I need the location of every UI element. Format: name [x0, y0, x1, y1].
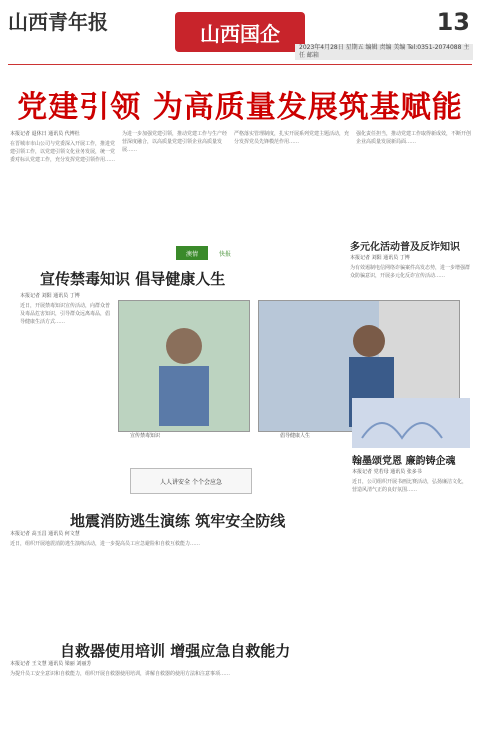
article2-headline: 宣传禁毒知识 倡导健康人生 [40, 270, 226, 288]
main-headline: 党建引领 为高质量发展筑基赋能 [17, 90, 463, 125]
safety-headline: 地震消防逃生演练 筑牢安全防线 [70, 512, 286, 530]
training-text: 为提升员工安全意识和自救能力，组织开展自救器使用培训，讲解自救器的使用方法和注意事项…… [10, 671, 231, 677]
art-tile-text: 近日，公司组织开展书画比赛活动，弘扬廉洁文化，营造风清气正的良好氛围…… [352, 479, 468, 493]
training-headline: 自救器使用培训 增强应急自救能力 [60, 642, 291, 660]
photo-left-image [119, 301, 249, 431]
masthead-logo: 山西青年报 [8, 10, 108, 34]
training-byline: 本报记者 王文慧 通讯员 梁丽 刘丽芳 [10, 661, 92, 667]
article2-byline: 本报记者 刘阳 通讯员 丁博 [20, 293, 80, 299]
photo-left [118, 300, 250, 432]
section-banner: 山西国企 [175, 12, 305, 52]
masthead-rule [8, 64, 472, 65]
article1-col1: 在晋城市市山公司与党委深入开展工作，推进党建引领工作，以党建引领文化业务发展，统一党委对标认党建工作，充分发挥党建引领作用…… [10, 141, 116, 163]
article2-text: 近日，开展禁毒知识宣传活动，向群众普及毒品危害知识，引导群众远离毒品，倡导健康生活方式…… [20, 303, 111, 325]
tag-text: 快报 [218, 250, 231, 258]
safety-text: 近日，组织开展地震消防逃生演练活动，进一步提高员工应急避险和自救互救能力…… [10, 541, 201, 547]
art-tile-image [352, 398, 470, 448]
article1-col4: 强化责任担当，推动党建工作取得新成效，不断开创企业高质量发展新局面…… [356, 131, 472, 145]
art-tile-byline: 本报记者 党若母 通讯员 张多书 [352, 469, 422, 475]
safety-banner: 人人讲安全 个个会应急 [130, 468, 252, 494]
article1-byline: 本报记者 退休日 通讯员 代博杜 [10, 131, 80, 137]
right-col-byline: 本报记者 刘阳 通讯员 丁博 [350, 255, 410, 261]
art-tile-headline: 翰墨颂党恩 廉韵铸企魂 [352, 456, 456, 467]
tag-label: 澳情 [176, 246, 208, 260]
page-number: 13 [436, 8, 470, 36]
safety-byline: 本报记者 高玉昌 通讯员 何文慧 [10, 531, 80, 537]
right-col-headline: 多元化活动普及反诈知识 [350, 242, 460, 253]
article1-col3: 严格落实管理制度，扎实开展系列党建主题活动，充分发挥党员先锋模范作用…… [234, 131, 350, 145]
photo-left-caption: 宣传禁毒知识 [130, 433, 161, 439]
right-col-text: 为有效遏制电信网络诈骗案件高发态势，进一步增强群众防骗意识，开展多元化反诈宣传活动…… [350, 265, 471, 279]
date-bar: 2023年4月28日 星期五 编辑 责编 美编 Tel:0351-2074088 主任 邮箱 [295, 44, 473, 60]
art-tile [352, 398, 470, 448]
article1-col2: 为进一步加强党建引领，推动党建工作与生产经营深度融合，以高质量党建引领企业高质量发展…… [122, 131, 228, 153]
photo-right-caption: 倡导健康人生 [280, 433, 311, 439]
